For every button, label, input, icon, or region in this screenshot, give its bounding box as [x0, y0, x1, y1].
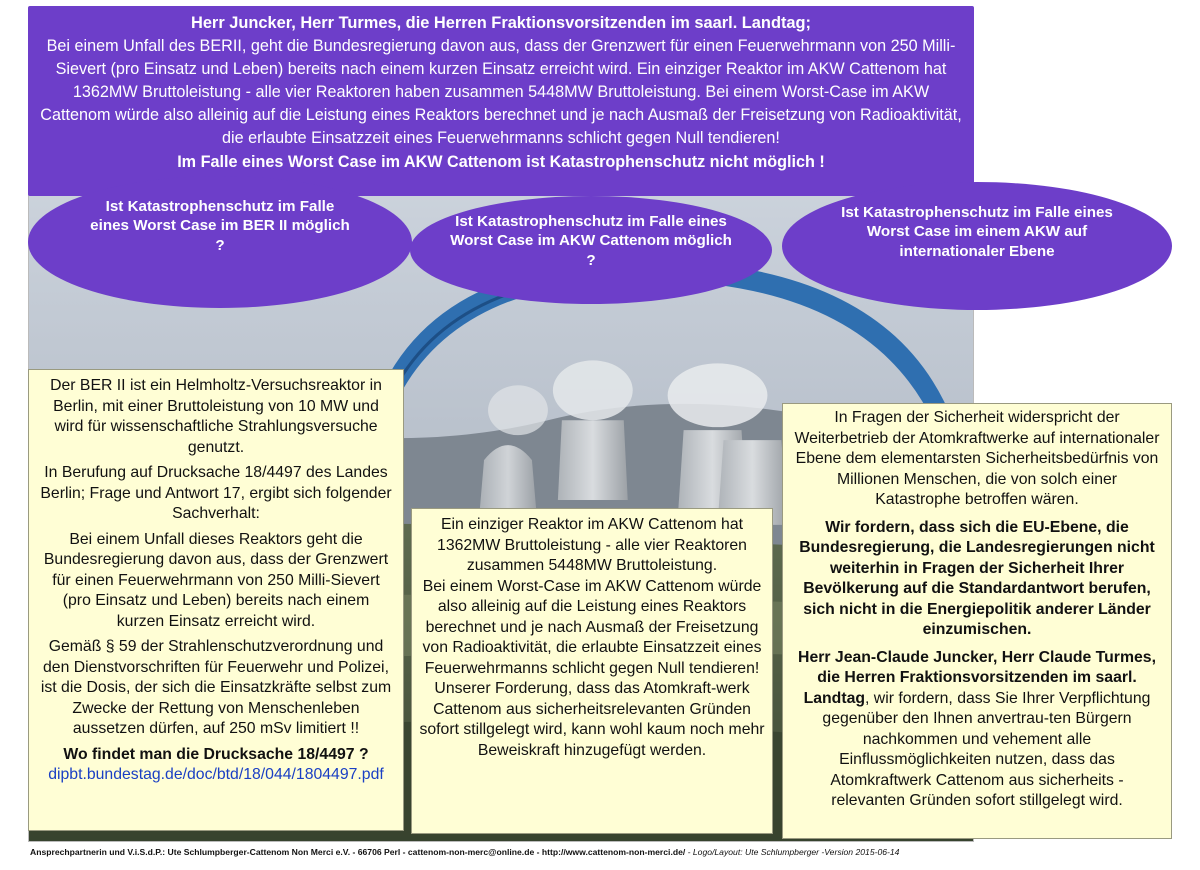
- info-box-cattenom: [411, 508, 773, 834]
- question-oval-cattenom-text: Ist Katastrophenschutz im Falle eines Worst Case im AKW Cattenom möglich ?: [450, 212, 732, 269]
- appeal-text: , wir fordern, dass Sie Ihrer Verpflichtung gegenüber den Ihnen anvertrau-ten Bürgern nachkommen und vehement alle Einflussmöglichkeiten nutzen, dass das Atomkraftwerk Cattenom aus sicherheits - relevanten Gründen sofort stillgelegt wird.: [822, 689, 1151, 809]
- question-oval-international-text: Ist Katastrophenschutz im Falle eines Worst Case im einem AKW auf internationaler Ebene: [841, 203, 1113, 260]
- banner-body: Bei einem Unfall des BERII, geht die Bundesregierung davon aus, dass der Grenzwert für einen Feuerwehrmann von 250 Milli-Sievert (pro Einsatz und Leben) bereits nach einem kurzen Einsatz erreicht wird. Ein einziger Reaktor im AKW Cattenom hat 1362MW Bruttoleistung - alle vier Reaktoren haben zusammen 5448MW Bruttoleistung. Bei einem Worst-Case im AKW Cattenom würde also alleinig auf die Leistung eines Reaktors berechnet und je nach Ausmaß der Freisetzung von Radioaktivität, die erlaubte Einsatzzeit eines Feuerwehrmanns schlicht gegen Null tendieren!: [40, 37, 962, 147]
- cattenom-worst-case: Bei einem Worst-Case im AKW Cattenom würde also alleinig auf die Leistung eines Reaktors berechnet und je nach Ausmaß der Freisetzung von Radioaktivität, die erlaubte Einsatzzeit eines Feuerwehrmanns schlicht gegen Null tendieren!: [422, 577, 762, 677]
- info-box-international: [782, 403, 1172, 839]
- ber2-reference: In Berufung auf Drucksache 18/4497 des Landes Berlin; Frage und Antwort 17, ergibt sich folgender Sachverhalt:: [40, 464, 392, 522]
- footer-contact: Ansprechpartnerin und V.i.S.d.P.: Ute Schlumpberger-Cattenom Non Merci e.V. - 66706 Perl - cattenom-non-merc@online.de - http://www.cattenom-non-merci.de/: [30, 847, 686, 857]
- ber2-source-question: Wo findet man die Drucksache 18/4497 ?: [63, 745, 369, 763]
- international-safety-text: In Fragen der Sicherheit widerspricht der Weiterbetrieb der Atomkraftwerke auf internationaler Ebene dem elementarsten Sicherheitsbedürfnis von Millionen Menschen, die von solch einer Katastrophe betroffen wären.: [794, 409, 1160, 508]
- cattenom-demand: Unserer Forderung, dass das Atomkraft-werk Cattenom aus sicherheitsrelevanten Gründen sofort stillgelegt wird, kann wohl kaum noch mehr Beweiskraft hinzugefügt werden.: [419, 680, 765, 759]
- banner-heading: Herr Juncker, Herr Turmes, die Herren Fraktionsvorsitzenden im saarl. Landtag;: [190, 14, 811, 32]
- info-box-ber2: [28, 369, 404, 831]
- question-oval-ber2-text: Ist Katastrophenschutz im Falle eines Worst Case im BER II möglich ?: [90, 197, 350, 254]
- question-oval-cattenom: [410, 196, 772, 304]
- cattenom-capacity: Ein einziger Reaktor im AKW Cattenom hat 1362MW Bruttoleistung - alle vier Reaktoren zusammen 5448MW Bruttoleistung.: [437, 516, 747, 574]
- footer-credit: - Logo/Layout: Ute Schlumpberger -Version 2015-06-14: [685, 847, 900, 857]
- ber2-dose-limit: Gemäß § 59 der Strahlenschutzverordnung und den Dienstvorschriften für Feuerwehr und Polizei, ist die Dosis, der sich die Einsatzkräfte selbst zum Zwecke der Rettung von Menschenleben aussetzen dürfen, auf 250 mSv limitiert !!: [40, 638, 392, 737]
- international-demand: Wir fordern, dass sich die EU-Ebene, die Bundesregierung, die Landesregierungen nicht weiterhin in Fragen der Sicherheit Ihrer Bevölkerung auf die Standardantwort berufen, sich nicht in die Energiepolitik anderer Länder einzumischen.: [799, 518, 1155, 638]
- appeal-addressees: Herr Jean-Claude Juncker, Herr Claude Turmes, die Herren Fraktionsvorsitzenden im saarl. Landtag: [798, 648, 1156, 707]
- ber2-intro: Der BER II ist ein Helmholtz-Versuchsreaktor in Berlin, mit einer Bruttoleistung von 10 MW und wird für wissenschaftliche Strahlungsversuche genutzt.: [50, 377, 382, 456]
- source-link[interactable]: dipbt.bundestag.de/doc/btd/18/044/1804497.pdf: [48, 766, 384, 783]
- footer: [30, 845, 1170, 861]
- question-oval-international: [782, 182, 1172, 310]
- ber2-accident-statement: Bei einem Unfall dieses Reaktors geht die Bundesregierung davon aus, dass der Grenzwert für einen Feuerwehrmann von 250 Milli-Sievert (pro Einsatz und Leben) bereits nach einem kurzen Einsatz erreicht wird.: [43, 530, 389, 630]
- international-appeal: [793, 648, 1161, 812]
- banner-conclusion: Im Falle eines Worst Case im AKW Cattenom ist Katastrophenschutz nicht möglich !: [177, 153, 825, 171]
- top-banner: [28, 6, 974, 196]
- question-oval-ber2: [28, 176, 412, 308]
